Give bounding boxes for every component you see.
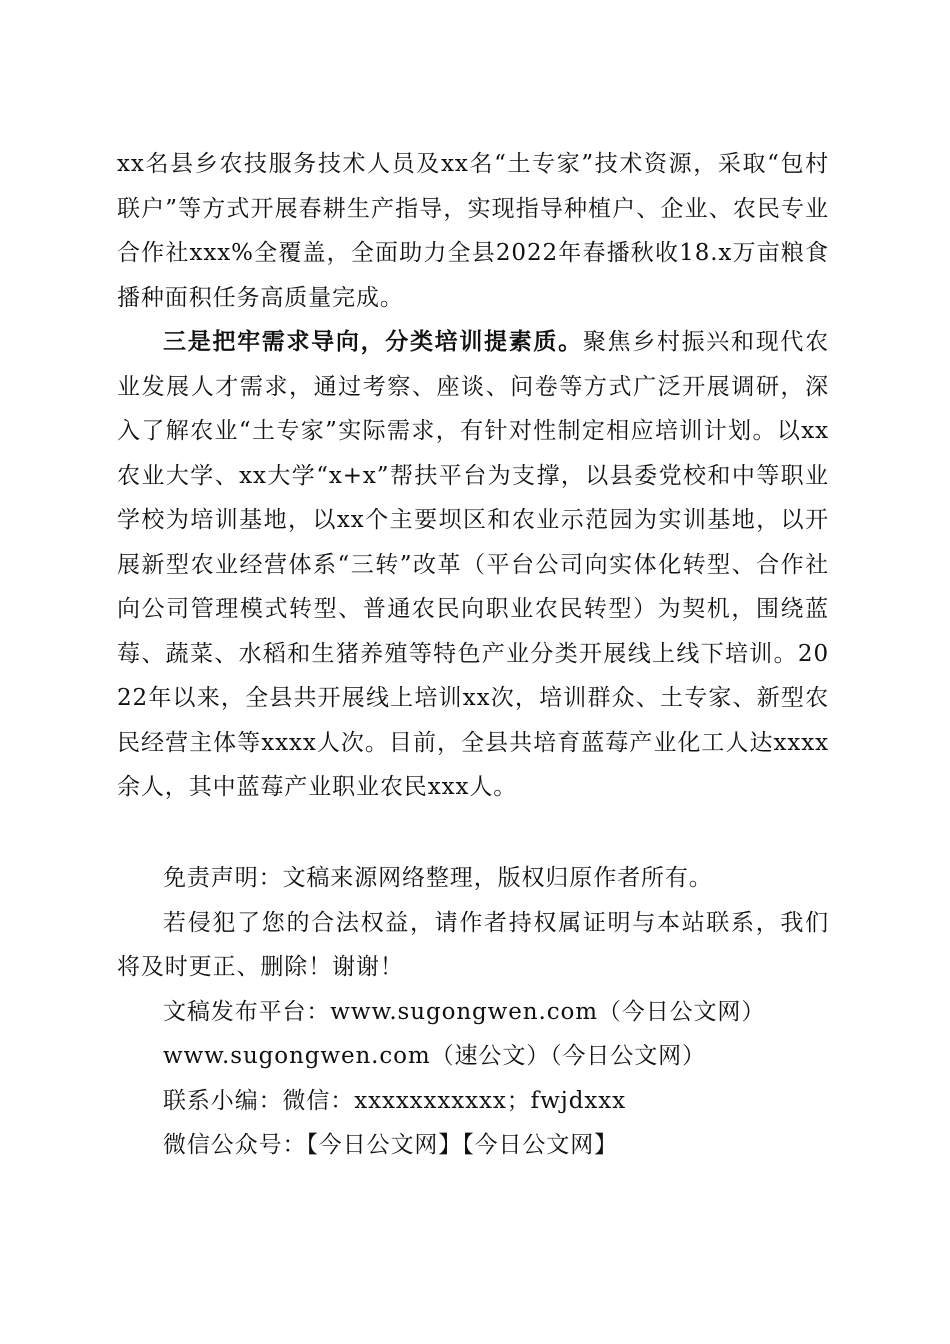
section-three-heading: 三是把牢需求导向，分类培训提素质。 [163,328,583,355]
section-three-paragraph [117,320,829,810]
contact-text: 联系小编：微信：xxxxxxxxxxx；fwjdxxx [163,1087,626,1114]
disclaimer-text: 免责声明：文稿来源网络整理，版权归原作者所有。 [163,865,713,891]
infringement-notice: 若侵犯了您的合法权益，请作者持权属证明与本站联系，我们将及时更正、删除！谢谢！ [117,909,829,980]
paragraph-continuation: xx名县乡农技服务技术人员及xx名“土专家”技术资源，采取“包村联户”等方式开展春耕生产指导，实现指导种植户、企业、农民专业合作社xxx%全覆盖，全面助力全县2022年春播秋收18.x万亩粮食播种面积任务高质量完成。 [117,151,829,311]
publish-platform-text: 文稿发布平台：www.sugongwen.com（今日公文网） [163,998,766,1025]
body-text-continuation [117,142,829,320]
official-account-text: 微信公众号：【今日公文网】【今日公文网】 [163,1132,618,1158]
website-line: www.sugongwen.com（速公文）（今日公文网） [163,1043,706,1069]
footer-notice [117,856,829,1168]
section-three [117,320,829,810]
section-three-body: 聚焦乡村振兴和现代农业发展人才需求，通过考察、座谈、问卷等方式广泛开展调研，深入了解农业“土专家”实际需求，有针对性制定相应培训计划。以xx农业大学、xx大学“x+x”帮扶平台为支撑，以县委党校和中等职业学校为培训基地，以xx个主要坝区和农业示范园为实训基地，以开展新型农业经营体系“三转”改革（平台公司向实体化转型、合作社向公司管理模式转型、普通农民向职业农民转型）为契机，围绕蓝莓、蔬菜、水稻和生猪养殖等特色产业分类开展线上线下培训。2022年以来，全县共开展线上培训xx次，培训群众、土专家、新型农民经营主体等xxxx人次。目前，全县共培育蓝莓产业化工人达xxxx余人，其中蓝莓产业职业农民xxx人。 [117,329,829,800]
